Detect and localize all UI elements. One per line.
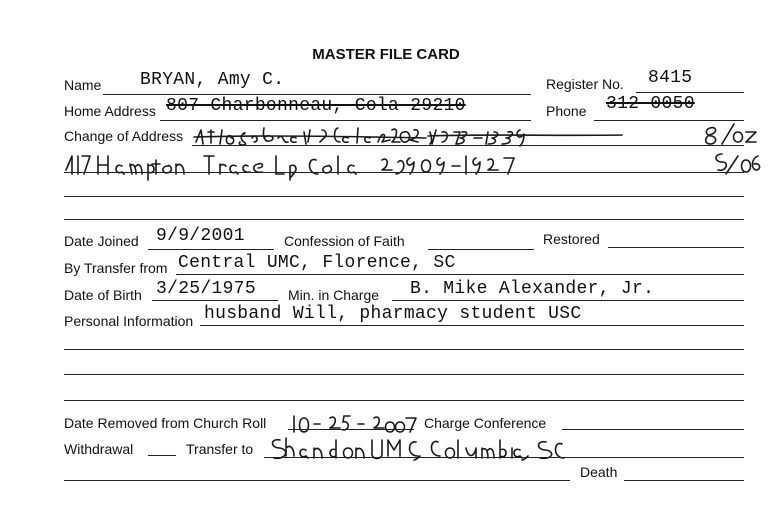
home-address-label: Home Address [64,103,156,119]
name-label: Name [64,77,102,93]
min-in-charge-value: B. Mike Alexander, Jr. [410,279,655,299]
home-address-line [160,120,531,121]
death-line [624,480,744,481]
change-of-address-line-1 [192,145,744,146]
handwritten-new-address-date [712,150,762,178]
blank-line-3 [64,349,744,350]
blank-line-6 [64,480,570,481]
phone-label: Phone [546,103,587,119]
date-removed-line [288,429,414,430]
date-of-birth-line [152,300,278,301]
blank-line-2 [64,219,744,220]
blank-line-1 [64,196,744,197]
withdrawal-line [148,455,176,456]
card-title: MASTER FILE CARD [312,46,460,63]
blank-line-5 [64,400,744,401]
register-no-value: 8415 [648,68,693,88]
home-address-value: 807 Charbonneau, Cola 29210 [166,96,466,116]
date-joined-value: 9/9/2001 [156,226,245,246]
by-transfer-from-label: By Transfer from [64,260,168,276]
min-in-charge-line [392,300,744,301]
name-value: BRYAN, Amy C. [140,70,285,90]
handwritten-removed-date [290,412,418,434]
withdrawal-label: Withdrawal [64,441,134,457]
change-of-address-line-2 [64,172,744,173]
personal-information-value: husband Will, pharmacy student USC [204,304,582,324]
phone-value: 312-0050 [606,94,695,114]
min-in-charge-label: Min. in Charge [288,287,380,303]
transfer-to-line [264,457,744,458]
date-joined-line [148,249,274,250]
date-joined-label: Date Joined [64,233,139,249]
date-of-birth-value: 3/25/1975 [156,279,256,299]
charge-conference-line [562,429,744,430]
register-no-line [636,92,744,93]
date-of-birth-label: Date of Birth [64,287,142,303]
change-of-address-label: Change of Address [64,128,184,144]
date-removed-label: Date Removed from Church Roll [64,415,267,431]
name-line [103,94,531,95]
confession-of-faith-label: Confession of Faith [284,233,405,249]
death-label: Death [580,464,618,480]
by-transfer-from-value: Central UMC, Florence, SC [178,253,456,273]
handwritten-change-date [702,120,762,148]
register-no-label: Register No. [546,76,624,92]
by-transfer-from-line [176,274,744,275]
restored-label: Restored [543,231,600,247]
personal-information-label: Personal Information [64,313,194,329]
handwritten-new-address [64,152,544,180]
confession-of-faith-line [428,249,534,250]
transfer-to-label: Transfer to [186,441,254,457]
charge-conference-label: Charge Conference [424,415,547,431]
blank-line-4 [64,374,744,375]
personal-information-line [200,325,744,326]
restored-line [608,247,744,248]
